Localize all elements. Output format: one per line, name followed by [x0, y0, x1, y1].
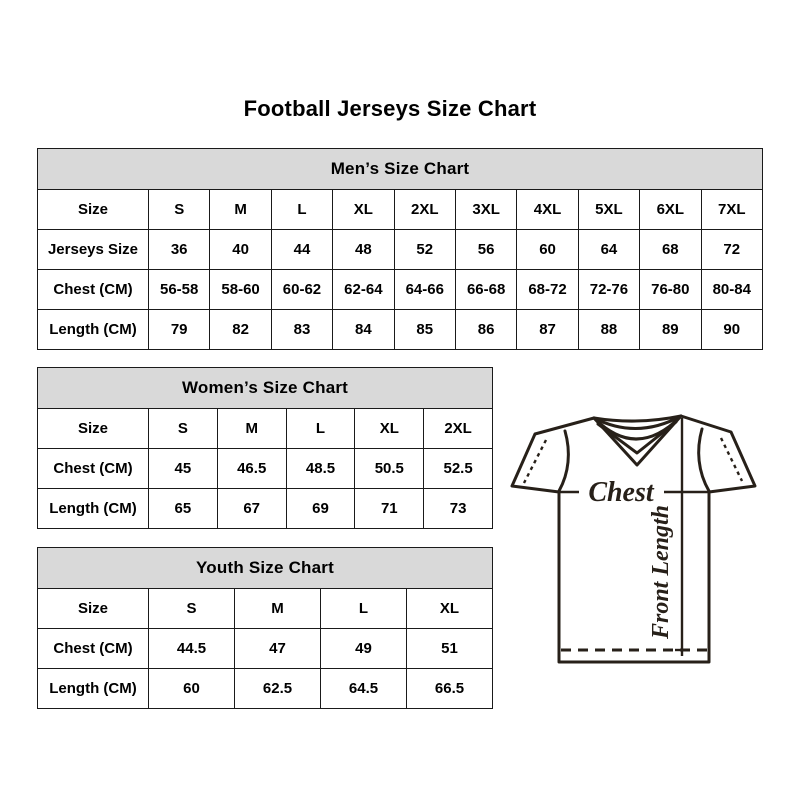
row-header: Jerseys Size	[38, 230, 149, 270]
table-row	[38, 449, 493, 489]
table-cell: 72-76	[578, 270, 639, 310]
chest-label: Chest	[588, 477, 654, 508]
table-cell: 80-84	[701, 270, 762, 310]
mens-size-table	[37, 148, 763, 350]
table-cell: 44	[271, 230, 332, 270]
table-cell: 50.5	[355, 449, 424, 489]
table-title-row	[38, 548, 493, 589]
right-armhole-seam	[699, 429, 709, 491]
table-cell: 84	[333, 310, 394, 350]
jersey-outline	[512, 416, 755, 662]
table-cell: 52	[394, 230, 455, 270]
table-row	[38, 409, 493, 449]
table-cell: L	[286, 409, 355, 449]
table-cell: 40	[210, 230, 271, 270]
mens-table-title: Men’s Size Chart	[38, 149, 763, 190]
table-cell: 66.5	[407, 669, 493, 709]
table-cell: 4XL	[517, 190, 578, 230]
table-cell: 64	[578, 230, 639, 270]
table-cell: 82	[210, 310, 271, 350]
table-cell: 69	[286, 489, 355, 529]
womens-size-table	[37, 367, 493, 529]
row-header: Length (CM)	[38, 669, 149, 709]
table-cell: 2XL	[424, 409, 493, 449]
table-row	[38, 589, 493, 629]
table-cell: 56	[455, 230, 516, 270]
table-cell: L	[321, 589, 407, 629]
table-cell: M	[217, 409, 286, 449]
table-row	[38, 629, 493, 669]
table-cell: L	[271, 190, 332, 230]
table-cell: 48	[333, 230, 394, 270]
table-cell: 60	[517, 230, 578, 270]
row-header: Chest (CM)	[38, 449, 149, 489]
table-cell: 45	[149, 449, 218, 489]
table-row	[38, 270, 763, 310]
table-cell: 79	[149, 310, 210, 350]
table-cell: 49	[321, 629, 407, 669]
table-cell: 68	[640, 230, 701, 270]
table-cell: 51	[407, 629, 493, 669]
table-cell: 3XL	[455, 190, 516, 230]
table-cell: 56-58	[149, 270, 210, 310]
table-cell: 7XL	[701, 190, 762, 230]
table-cell: 46.5	[217, 449, 286, 489]
row-header: Size	[38, 409, 149, 449]
front-length-label: Front Length	[648, 504, 674, 640]
table-cell: 90	[701, 310, 762, 350]
row-header: Size	[38, 190, 149, 230]
table-cell: 65	[149, 489, 218, 529]
right-cuff-stitch-dashed	[721, 438, 742, 481]
table-cell: 72	[701, 230, 762, 270]
table-cell: 36	[149, 230, 210, 270]
table-cell: 62.5	[235, 669, 321, 709]
table-cell: 58-60	[210, 270, 271, 310]
table-cell: 64.5	[321, 669, 407, 709]
row-header: Length (CM)	[38, 310, 149, 350]
table-cell: 60	[149, 669, 235, 709]
youth-table-title: Youth Size Chart	[38, 548, 493, 589]
table-cell: XL	[333, 190, 394, 230]
table-cell: M	[210, 190, 271, 230]
left-cuff-stitch-dashed	[524, 440, 546, 483]
table-cell: 68-72	[517, 270, 578, 310]
table-cell: S	[149, 190, 210, 230]
table-title-row	[38, 149, 763, 190]
table-cell: 48.5	[286, 449, 355, 489]
table-cell: 67	[217, 489, 286, 529]
row-header: Length (CM)	[38, 489, 149, 529]
table-cell: 60-62	[271, 270, 332, 310]
table-cell: 64-66	[394, 270, 455, 310]
jersey-measurement-diagram	[502, 410, 768, 670]
table-cell: S	[149, 409, 218, 449]
table-cell: 62-64	[333, 270, 394, 310]
table-cell: 71	[355, 489, 424, 529]
table-cell: 5XL	[578, 190, 639, 230]
left-armhole-seam	[559, 431, 568, 491]
row-header: Size	[38, 589, 149, 629]
table-cell: S	[149, 589, 235, 629]
table-row	[38, 190, 763, 230]
table-cell: M	[235, 589, 321, 629]
table-cell: 44.5	[149, 629, 235, 669]
table-cell: XL	[407, 589, 493, 629]
page-title: Football Jerseys Size Chart	[243, 96, 537, 121]
table-row	[38, 310, 763, 350]
table-cell: 89	[640, 310, 701, 350]
table-cell: 52.5	[424, 449, 493, 489]
table-row	[38, 489, 493, 529]
table-cell: 83	[271, 310, 332, 350]
table-cell: 87	[517, 310, 578, 350]
table-cell: 47	[235, 629, 321, 669]
table-cell: 88	[578, 310, 639, 350]
row-header: Chest (CM)	[38, 629, 149, 669]
row-header: Chest (CM)	[38, 270, 149, 310]
table-title-row	[38, 368, 493, 409]
womens-table-title: Women’s Size Chart	[38, 368, 493, 409]
table-cell: 76-80	[640, 270, 701, 310]
table-cell: 66-68	[455, 270, 516, 310]
table-cell: XL	[355, 409, 424, 449]
table-cell: 86	[455, 310, 516, 350]
table-cell: 2XL	[394, 190, 455, 230]
table-cell: 6XL	[640, 190, 701, 230]
table-cell: 73	[424, 489, 493, 529]
table-row	[38, 669, 493, 709]
youth-size-table	[37, 547, 493, 709]
table-row	[38, 230, 763, 270]
table-cell: 85	[394, 310, 455, 350]
